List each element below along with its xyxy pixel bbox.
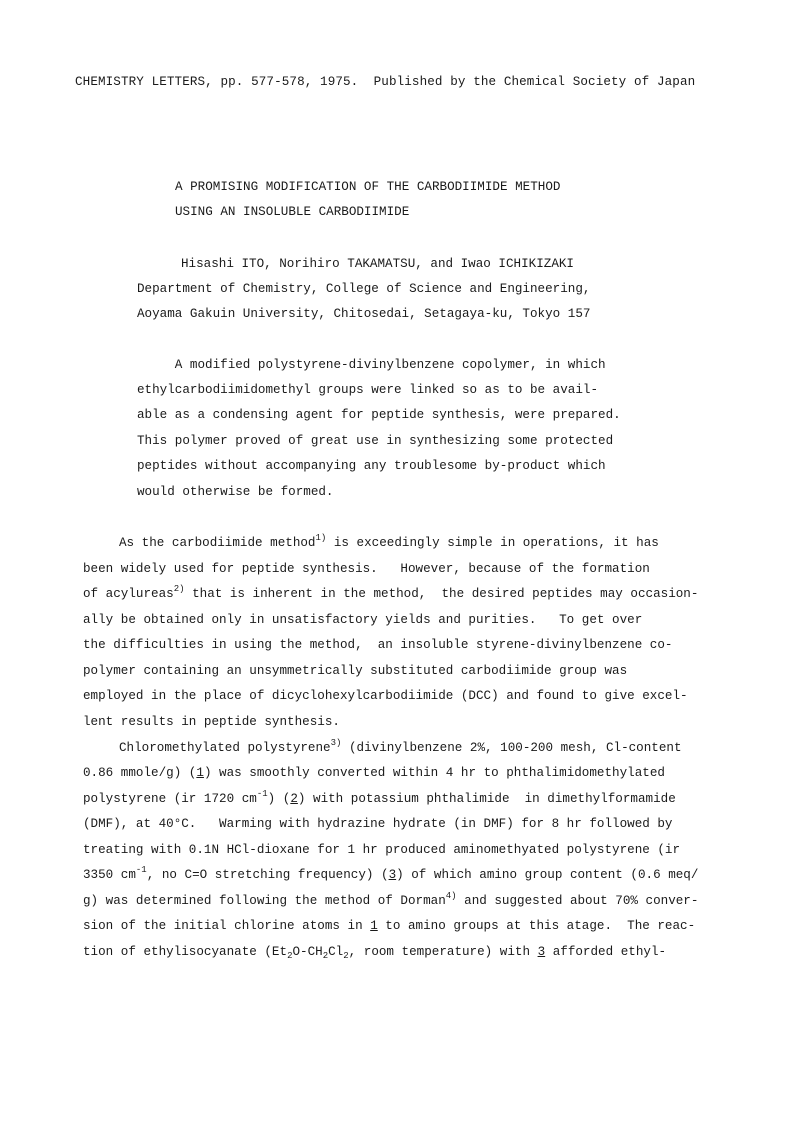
body-line: treating with 0.1N HCl-dioxane for 1 hr produced aminomethyated polystyrene (ir: [83, 843, 681, 857]
affiliation-line-1: Department of Chemistry, College of Science and Engineering,: [137, 282, 591, 296]
abstract-line: This polymer proved of great use in synthesizing some protected: [137, 434, 614, 448]
abstract-line: would otherwise be formed.: [137, 485, 334, 499]
compound-number: 3: [537, 945, 546, 959]
body-line: employed in the place of dicyclohexylcarbodiimide (DCC) and found to give excel-: [83, 689, 688, 703]
body-line: tion of ethylisocyanate ($Et_2O-CH_2Cl_2$, room temperature) with 3 afforded ethyl-: [83, 945, 667, 961]
abstract-line: A modified polystyrene-divinylbenzene copolymer, in which: [137, 358, 606, 372]
compound-number: 1: [370, 919, 378, 933]
abstract-line: able as a condensing agent for peptide synthesis, were prepared.: [137, 408, 621, 422]
body-line: 0.86 mmole/g) (1) was smoothly converted within 4 hr to phthalimidomethylated: [83, 766, 665, 780]
body-line: As the carbodiimide method$^{1)}$ is exceedingly simple in operations, it has: [119, 533, 659, 550]
body-line: Chloromethylated polystyrene$^{3)}$ (divinylbenzene 2%, 100-200 mesh, Cl-content: [119, 738, 682, 755]
body-line: g) was determined following the method of Dorman$^{4)}$ and suggested about 70% conver-: [83, 891, 699, 908]
body-line: polymer containing an unsymmetrically substituted carbodiimide group was: [83, 664, 628, 678]
reference-marker: 3): [330, 738, 342, 748]
affiliation-line-2: Aoyama Gakuin University, Chitosedai, Setagaya-ku, Tokyo 157: [137, 307, 591, 321]
body-line: sion of the initial chlorine atoms in 1 to amino groups at this atage. The reac-: [83, 919, 696, 933]
body-line: (DMF), at 40°C. Warming with hydrazine hydrate (in DMF) for 8 hr followed by: [83, 817, 673, 831]
body-line: lent results in peptide synthesis.: [83, 715, 340, 729]
reference-marker: 1): [315, 533, 327, 543]
compound-number: 1: [196, 766, 204, 780]
body-line: been widely used for peptide synthesis. However, because of the formation: [83, 562, 650, 576]
body-line: 3350 $cm^{-1}$, no C=O stretching frequency) (3) of which amino group content (0.6 meq/: [83, 865, 699, 882]
body-line: of acylureas$^{2)}$ that is inherent in the method, the desired peptides may occasion-: [83, 584, 699, 601]
compound-number: 2: [290, 792, 298, 806]
paper-title-line-1: A PROMISING MODIFICATION OF THE CARBODIIMIDE METHOD: [175, 180, 561, 194]
reference-marker: 4): [445, 891, 457, 901]
abstract-line: peptides without accompanying any troublesome by-product which: [137, 459, 606, 473]
body-line: polystyrene (ir 1720 $cm^{-1}$) (2) with potassium phthalimide in dimethylformamide: [83, 789, 676, 806]
body-line: the difficulties in using the method, an insoluble styrene-divinylbenzene co-: [83, 638, 673, 652]
abstract-line: ethylcarbodiimidomethyl groups were linked so as to be avail-: [137, 383, 599, 397]
body-line: ally be obtained only in unsatisfactory yields and purities. To get over: [83, 613, 643, 627]
paper-title-line-2: USING AN INSOLUBLE CARBODIIMIDE: [175, 205, 410, 219]
reference-marker: 2): [173, 584, 185, 594]
journal-header: CHEMISTRY LETTERS, pp. 577-578, 1975. Published by the Chemical Society of Japan: [75, 75, 696, 89]
compound-number: 3: [388, 868, 397, 882]
author-list: Hisashi ITO, Norihiro TAKAMATSU, and Iwao ICHIKIZAKI: [181, 257, 574, 271]
